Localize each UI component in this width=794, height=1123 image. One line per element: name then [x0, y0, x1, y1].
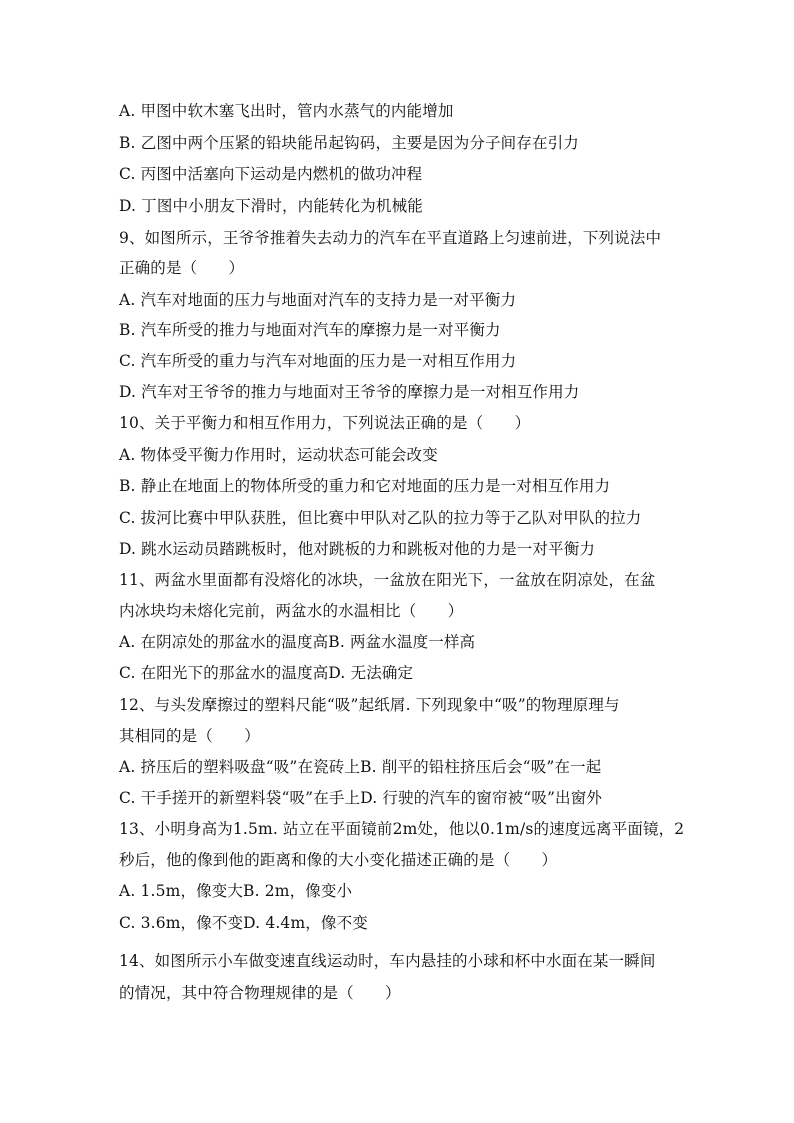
option-11ab: A. 在阴凉处的那盆水的温度高B. 两盆水温度一样高: [119, 633, 476, 651]
option-9c: C. 汽车所受的重力与汽车对地面的压力是一对相互作用力: [119, 352, 517, 370]
option-8d: D. 丁图中小朋友下滑时，内能转化为机械能: [119, 197, 423, 215]
question-11-line-2: 内冰块均未熔化完前，两盆水的水温相比（ ）: [119, 602, 464, 620]
question-14-line-2: 的情况，其中符合物理规律的是（ ）: [119, 984, 401, 1002]
question-13-line-2: 秒后，他的像到他的距离和像的大小变化描述正确的是（ ）: [119, 851, 558, 869]
option-10d: D. 跳水运动员踏跳板时，他对跳板的力和跳板对他的力是一对平衡力: [119, 540, 596, 558]
option-8a: A. 甲图中软木塞飞出时，管内水蒸气的内能增加: [119, 102, 454, 120]
option-12cd: C. 干手搓开的新塑料袋“吸”在手上D. 行驶的汽车的窗帘被“吸”出窗外: [119, 789, 602, 807]
option-9d: D. 汽车对王爷爷的推力与地面对王爷爷的摩擦力是一对相互作用力: [119, 383, 580, 401]
option-11cd: C. 在阳光下的那盆水的温度高D. 无法确定: [119, 664, 414, 682]
option-10a: A. 物体受平衡力作用时，运动状态可能会改变: [119, 446, 438, 464]
option-8c: C. 丙图中活塞向下运动是内燃机的做功冲程: [119, 165, 423, 183]
question-9-line-1: 9、如图所示，王爷爷推着失去动力的汽车在平直道路上匀速前进，下列说法中: [119, 229, 662, 247]
question-10: 10、关于平衡力和相互作用力，下列说法正确的是（ ）: [119, 414, 531, 432]
question-11-line-1: 11、两盆水里面都有没熔化的冰块，一盆放在阳光下，一盆放在阴凉处，在盆: [119, 571, 656, 589]
question-12-line-1: 12、与头发摩擦过的塑料尺能“吸”起纸屑. 下列现象中“吸”的物理原理与: [119, 696, 620, 714]
question-9-line-2: 正确的是（ ）: [119, 259, 245, 277]
option-9a: A. 汽车对地面的压力与地面对汽车的支持力是一对平衡力: [119, 291, 517, 309]
option-10b: B. 静止在地面上的物体所受的重力和它对地面的压力是一对相互作用力: [119, 477, 611, 495]
question-14-line-1: 14、如图所示小车做变速直线运动时，车内悬挂的小球和杯中水面在某一瞬间: [119, 952, 656, 970]
option-12ab: A. 挤压后的塑料吸盘“吸”在瓷砖上B. 削平的铅柱挤压后会“吸”在一起: [119, 758, 602, 776]
option-13cd: C. 3.6m，像不变D. 4.4m，像不变: [119, 914, 368, 932]
question-12-line-2: 其相同的是（ ）: [119, 727, 260, 745]
question-13-line-1: 13、小明身高为1.5m. 站立在平面镜前2m处，他以0.1m/s的速度远离平面镜，2: [119, 820, 685, 838]
option-9b: B. 汽车所受的推力与地面对汽车的摩擦力是一对平衡力: [119, 321, 501, 339]
option-8b: B. 乙图中两个压紧的铅块能吊起钩码，主要是因为分子间存在引力: [119, 134, 579, 152]
option-13ab: A. 1.5m，像变大B. 2m，像变小: [119, 882, 353, 900]
option-10c: C. 拔河比赛中甲队获胜，但比赛中甲队对乙队的拉力等于乙队对甲队的拉力: [119, 509, 642, 527]
